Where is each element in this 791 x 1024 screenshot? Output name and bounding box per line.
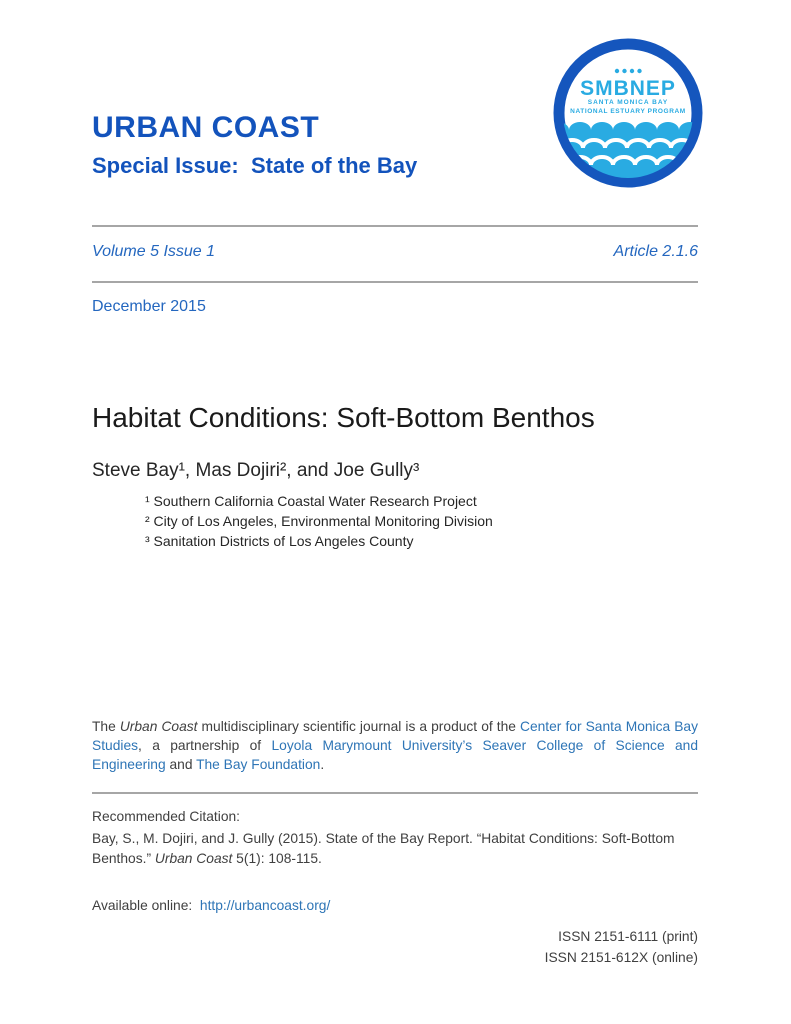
text-segment: , a partnership of <box>138 738 272 753</box>
article-number-label: Article 2.1.6 <box>613 243 698 260</box>
smbnep-logo-image <box>553 38 703 188</box>
affiliation-3: ³ Sanitation Districts of Los Angeles County <box>145 533 414 549</box>
smbnep-logo <box>553 38 703 188</box>
affiliation-2: ² City of Los Angeles, Environmental Monitoring Division <box>145 513 493 529</box>
divider-citation <box>92 792 698 794</box>
citation-text <box>92 829 698 869</box>
link[interactable]: http://urbancoast.org/ <box>199 898 331 913</box>
text-segment: Bay, S., M. Dojiri, and J. Gully (2015). State of the Bay Report. “Habitat Conditions: Soft-Bottom Benthos.” <box>92 831 675 866</box>
affiliation-1: ¹ Southern California Coastal Water Research Project <box>145 493 477 509</box>
author-line: Steve Bay¹, Mas Dojiri², and Joe Gully³ <box>92 460 420 481</box>
issn-online: ISSN 2151-612X (online) <box>544 950 698 965</box>
journal-subtitle: Special Issue: State of the Bay <box>92 153 418 178</box>
logo-line1: SANTA MONICA BAY <box>587 99 669 106</box>
issn-block <box>92 926 698 968</box>
link[interactable]: Center for Santa Monica Bay Studies <box>92 719 698 753</box>
text-segment: Urban Coast <box>154 851 233 866</box>
text-segment: and <box>165 757 197 772</box>
citation-heading: Recommended Citation: <box>92 809 241 824</box>
logo-line2: NATIONAL ESTUARY PROGRAM <box>570 108 686 115</box>
text-segment: . <box>320 757 325 772</box>
volume-issue-label: Volume 5 Issue 1 <box>92 243 216 260</box>
issue-date: December 2015 <box>92 298 206 315</box>
affiliations-list <box>92 491 698 551</box>
text-segment: multidisciplinary scientific journal is a product of the <box>197 719 520 734</box>
divider-meta <box>92 281 698 283</box>
journal-title: URBAN COAST <box>92 111 320 144</box>
available-online-line <box>92 896 698 916</box>
citation-block <box>92 807 698 869</box>
text-segment: 5(1): 108-115. <box>232 851 322 866</box>
link[interactable]: The Bay Foundation <box>196 757 321 772</box>
text-segment: Available online: <box>92 898 200 913</box>
issn-print: ISSN 2151-6111 (print) <box>558 929 698 944</box>
article-title: Habitat Conditions: Soft-Bottom Benthos <box>92 402 595 433</box>
issue-meta-row <box>92 242 698 262</box>
logo-acronym: SMBNEP <box>580 77 676 100</box>
text-segment: The <box>92 719 120 734</box>
journal-description <box>92 717 698 774</box>
text-segment: Urban Coast <box>119 719 198 734</box>
link[interactable]: Loyola Marymount University’s Seaver College of Science and Engineering <box>92 738 698 772</box>
divider-top <box>92 225 698 227</box>
